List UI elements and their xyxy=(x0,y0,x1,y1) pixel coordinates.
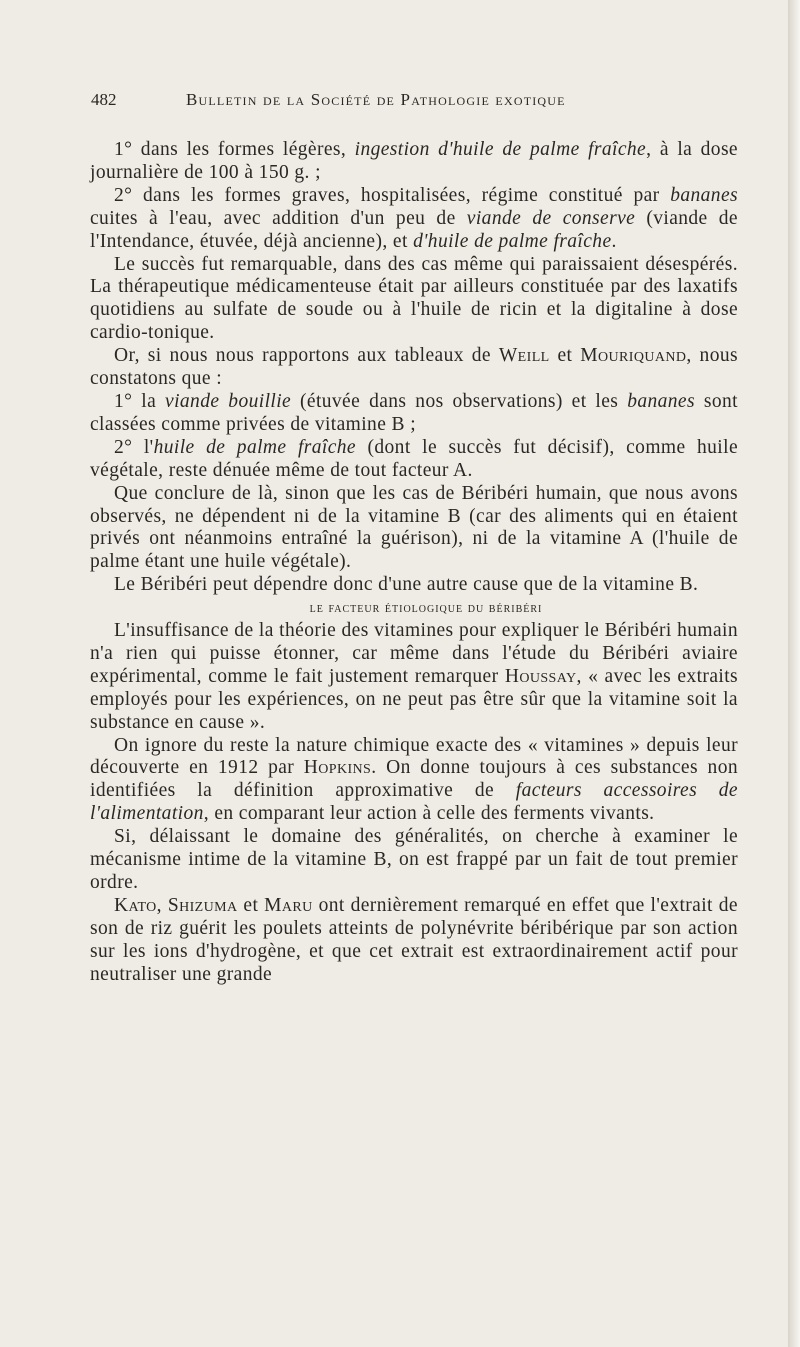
emphasis: ingestion d'huile de palme fraîche xyxy=(354,139,647,160)
emphasis: viande bouillie xyxy=(165,390,292,412)
emphasis: viande de conserve xyxy=(466,207,636,229)
emphasis: d'huile de palme fraîche xyxy=(413,230,612,252)
paragraph-6: 2° l'huile de palme fraîche (dont le succès fut décisif), comme huile végétale, reste dénuée même de tout facteur A. xyxy=(90,436,739,481)
emphasis: bananes xyxy=(670,184,738,206)
paragraph-11: Si, délaissant le domaine des généralités, on cherche à examiner le mécanisme intime de la vitamine B, on est frappé par un fait de tout premier ordre. xyxy=(90,826,738,893)
paragraph-12: Kato, Shizuma et Maru ont dernièrement remarqué en effet que l'extrait de son de riz guérit les poulets atteints de polynévrite béribérique par son action sur les ions d'hydrogène, et que cet extrait est extraordinairement actif pour neutraliser une grande xyxy=(90,894,738,985)
author-name: Kato xyxy=(114,894,157,916)
paragraph-10: On ignore du reste la nature chimique exacte des « vitamines » depuis leur découverte en 1912 par Hopkins. On donne toujours à ces substances non identifiées la définition approximative de facteurs accessoires de l'alimentation, en comparant leur action à celle des ferments vivants. xyxy=(90,734,738,825)
author-name: Houssay xyxy=(504,665,577,687)
running-head xyxy=(91,90,739,116)
emphasis: bananes xyxy=(627,390,695,412)
body-text xyxy=(90,139,738,987)
page-number: 482 xyxy=(91,90,117,109)
paragraph-1: 1° dans les formes légères, ingestion d'huile de palme fraîche, à la dose journalière de 100 à 150 g. ; xyxy=(90,139,738,183)
paragraph-2: 2° dans les formes graves, hospitalisées, régime constitué par bananes cuites à l'eau, avec addition d'un peu de viande de conserve (viande de l'Intendance, étuvée, déjà ancienne), et d'huile de palme fraîche. xyxy=(90,184,738,252)
author-name: Shizuma xyxy=(167,894,238,916)
author-name: Maru xyxy=(264,894,313,916)
emphasis: huile de palme fraîche xyxy=(153,436,356,458)
section-heading: le facteur étiologique du béribéri xyxy=(309,600,543,617)
paragraph-8: Le Béribéri peut dépendre donc d'une autre cause que de la vitamine B. xyxy=(114,574,699,596)
author-name: Hopkins xyxy=(303,757,372,779)
paragraph-5: 1° la viande bouillie (étuvée dans nos observations) et les bananes sont classées comme privées de vitamine B ; xyxy=(90,390,738,435)
paragraph-4: Or, si nous nous rapportons aux tableaux de Weill et Mouriquand, nous constatons que : xyxy=(90,345,738,390)
paragraph-7: Que conclure de là, sinon que les cas de Béribéri humain, que nous avons observés, ne dépendent ni de la vitamine B (car des aliments qui en étaient privés ont néanmoins entraîné la guérison), ni de la vitamine A (l'huile de palme étant une huile végétale). xyxy=(90,482,738,573)
emphasis: facteurs accessoires de l'alimentation xyxy=(90,780,738,825)
author-name: Weill xyxy=(498,345,550,367)
author-name: Mouriquand xyxy=(580,345,687,367)
journal-title: Bulletin de la Société de Pathologie exotique xyxy=(186,90,566,109)
page-edge-shadow xyxy=(788,0,800,1347)
paragraph-9: L'insuffisance de la théorie des vitamines pour expliquer le Béribéri humain n'a rien qui puisse étonner, car même dans l'étude du Béribéri aviaire expérimental, comme le fait justement remarquer Houssay, « avec les extraits employés pour les expériences, on ne peut pas être sûr que la vitamine soit la substance en cause ». xyxy=(90,620,738,733)
paragraph-3: Le succès fut remarquable, dans des cas même qui paraissaient désespérés. La thérapeutique médicamenteuse était par ailleurs constituée par des laxatifs quotidiens au sulfate de soude ou à l'huile de ricin et la digitaline à dose cardio-tonique. xyxy=(90,253,738,344)
